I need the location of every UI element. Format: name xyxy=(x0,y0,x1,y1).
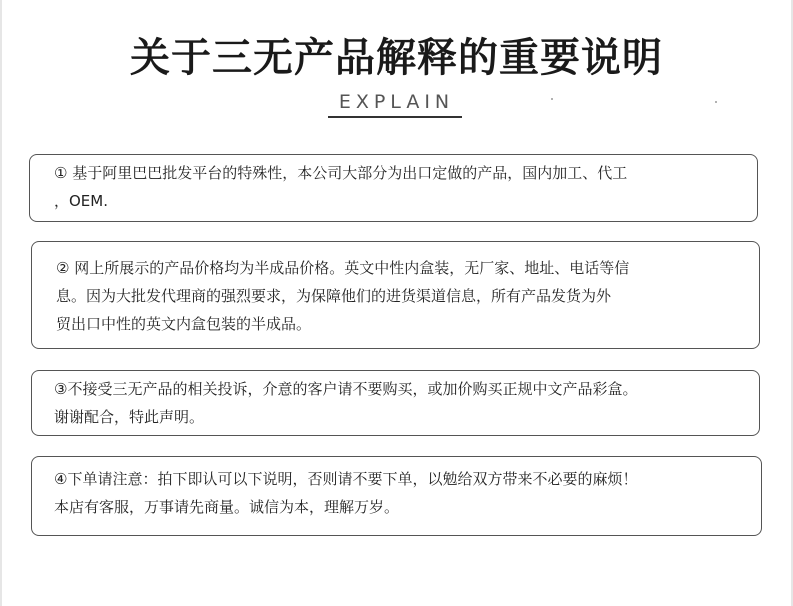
note-card-2 xyxy=(31,241,760,349)
note-card-3 xyxy=(31,370,760,436)
note-card-4 xyxy=(31,456,762,536)
subtitle-block xyxy=(0,88,793,118)
note-text-3: ③不接受三无产品的相关投诉，介意的客户请不要购买，或加价购买正规中文产品彩盒。 谢谢配合，特此声明。 xyxy=(54,380,638,426)
decorative-dot xyxy=(551,98,553,100)
subtitle-underline xyxy=(328,116,462,118)
decorative-dot xyxy=(715,101,717,103)
page-subtitle: EXPLAIN xyxy=(338,91,455,113)
page-title: 关于三无产品解释的重要说明 xyxy=(130,35,663,81)
note-text-4: ④下单请注意：拍下即认可以下说明，否则请不要下单，以勉给双方带来不必要的麻烦！ 本店有客服，万事请先商量。诚信为本，理解万岁。 xyxy=(54,470,638,516)
note-text-1: ① 基于阿里巴巴批发平台的特殊性，本公司大部分为出口定做的产品，国内加工、代工 ，OEM. xyxy=(54,164,628,210)
note-text-2: ② 网上所展示的产品价格均为半成品价格。英文中性内盒装，无厂家、地址、电话等信 息。因为大批发代理商的强烈要求，为保障他们的进货渠道信息，所有产品发货为外 贸出口中性的英文内盒包装的半成品。 xyxy=(56,259,630,333)
note-card-1 xyxy=(29,154,758,222)
